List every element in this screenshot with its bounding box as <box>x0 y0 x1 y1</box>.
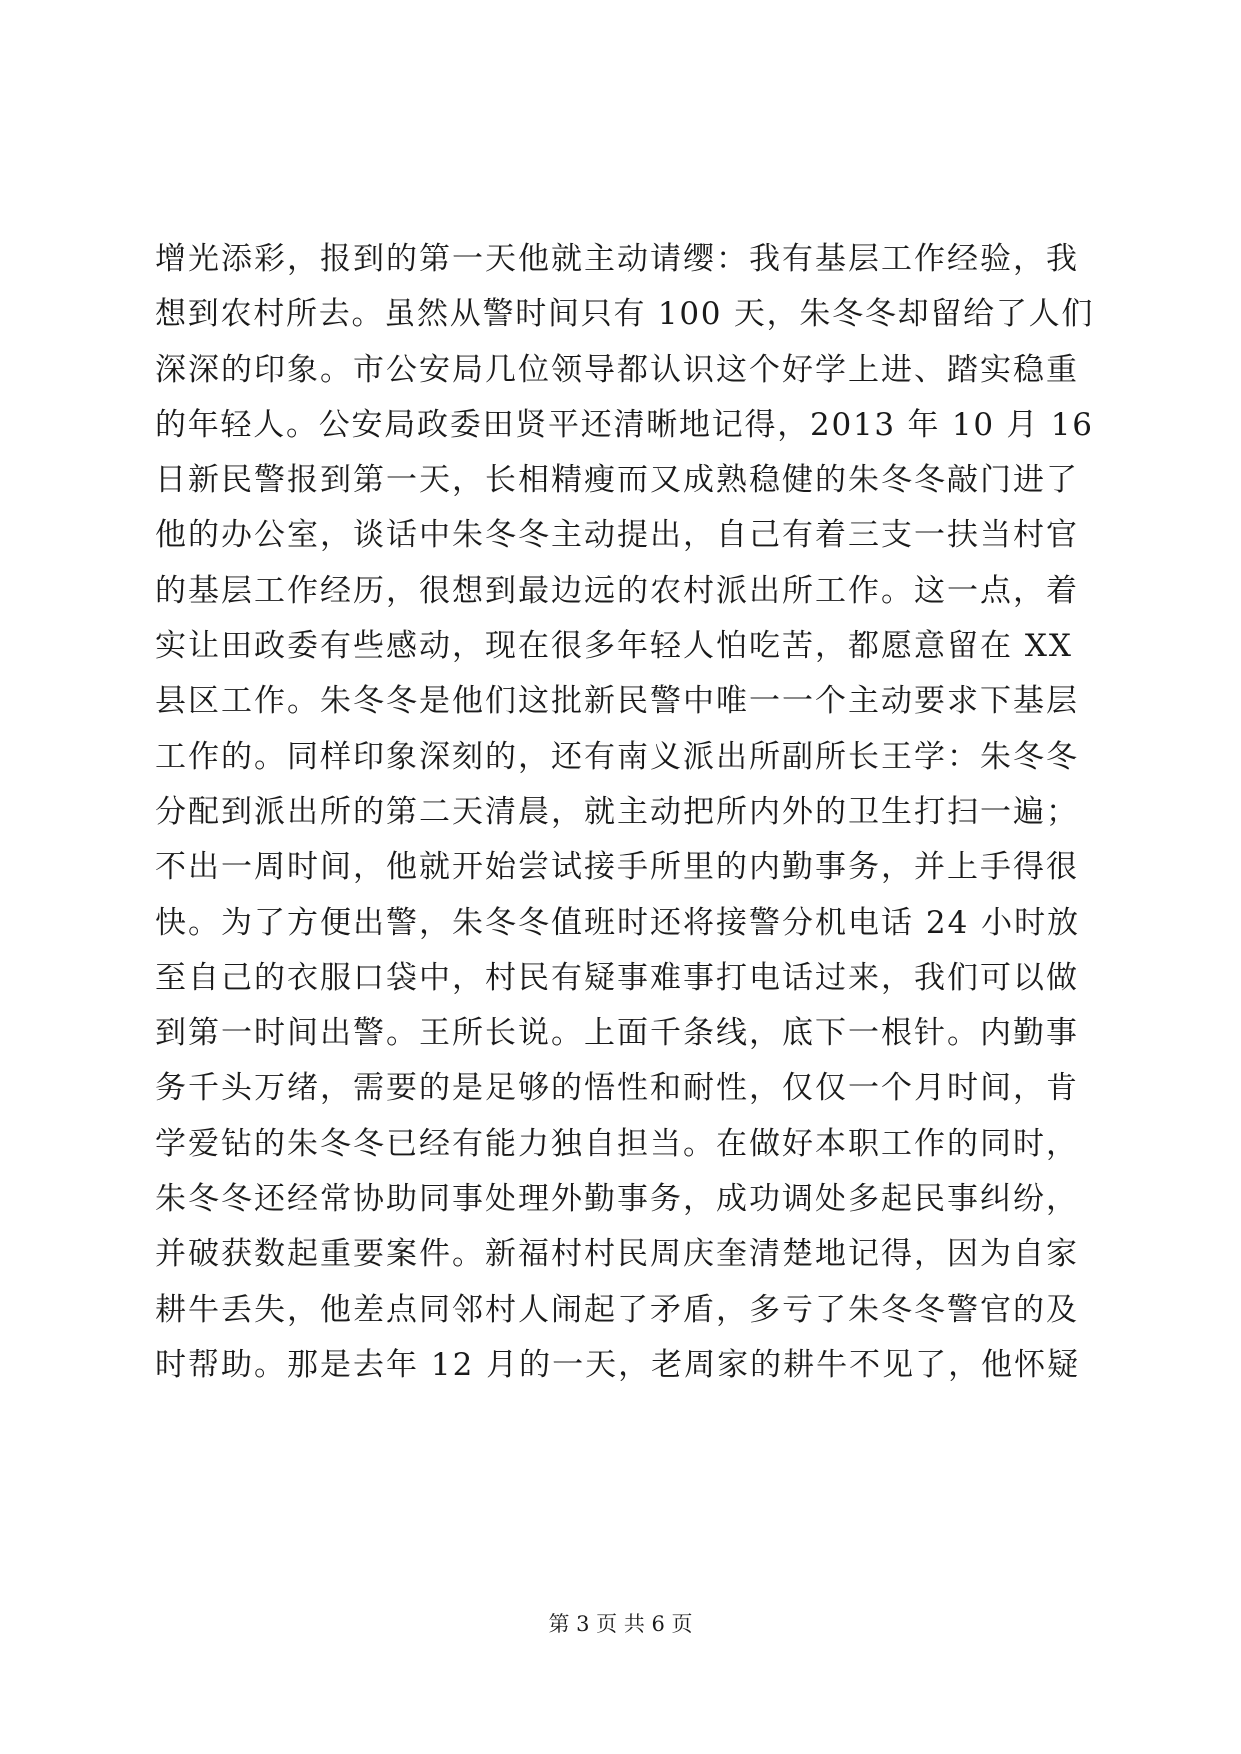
text-line: 深深的印象。市公安局几位领导都认识这个好学上进、踏实稳重 <box>155 351 1079 388</box>
text-line: 时帮助。那是去年 12 月的一天，老周家的耕牛不见了，他怀疑 <box>155 1346 1081 1383</box>
text-line: 他的办公室，谈话中朱冬冬主动提出，自己有着三支一扶当村官 <box>155 517 1079 554</box>
text-line: 至自己的衣服口袋中，村民有疑事难事打电话过来，我们可以做 <box>155 959 1079 996</box>
body-text <box>155 232 1095 1393</box>
text-line: 耕牛丢失，他差点同邻村人闹起了矛盾，多亏了朱冬冬警官的及 <box>155 1291 1079 1328</box>
text-line: 务千头万绪，需要的是足够的悟性和耐性，仅仅一个月时间，肯 <box>155 1070 1079 1107</box>
text-line: 日新民警报到第一天，长相精瘦而又成熟稳健的朱冬冬敲门进了 <box>155 462 1079 499</box>
text-line: 增光添彩，报到的第一天他就主动请缨：我有基层工作经验，我 <box>155 241 1079 277</box>
text-line: 县区工作。朱冬冬是他们这批新民警中唯一一个主动要求下基层 <box>155 683 1079 720</box>
text-line: 并破获数起重要案件。新福村村民周庆奎清楚地记得，因为自家 <box>155 1236 1079 1273</box>
text-line: 快。为了方便出警，朱冬冬值班时还将接警分机电话 24 小时放 <box>155 904 1081 941</box>
text-line: 学爱钻的朱冬冬已经有能力独自担当。在做好本职工作的同时， <box>155 1125 1079 1162</box>
text-line: 的基层工作经历，很想到最边远的农村派出所工作。这一点，着 <box>155 572 1079 609</box>
text-line: 实让田政委有些感动，现在很多年轻人怕吃苦，都愿意留在 XX <box>155 628 1073 665</box>
text-line: 到第一时间出警。王所长说。上面千条线，底下一根针。内勤事 <box>155 1015 1079 1052</box>
text-line: 朱冬冬还经常协助同事处理外勤事务，成功调处多起民事纠纷， <box>155 1181 1079 1218</box>
text-line: 分配到派出所的第二天清晨，就主动把所内外的卫生打扫一遍； <box>155 793 1079 830</box>
text-line: 想到农村所去。虽然从警时间只有 100 天，朱冬冬却留给了人们 <box>155 296 1095 333</box>
text-line: 不出一周时间，他就开始尝试接手所里的内勤事务，并上手得很 <box>155 849 1079 886</box>
text-line: 工作的。同样印象深刻的，还有南义派出所副所长王学：朱冬冬 <box>155 738 1079 775</box>
text-line: 的年轻人。公安局政委田贤平还清晰地记得，2013 年 10 月 16 <box>155 406 1094 443</box>
page-number-footer: 第 3 页 共 6 页 <box>548 1612 693 1636</box>
